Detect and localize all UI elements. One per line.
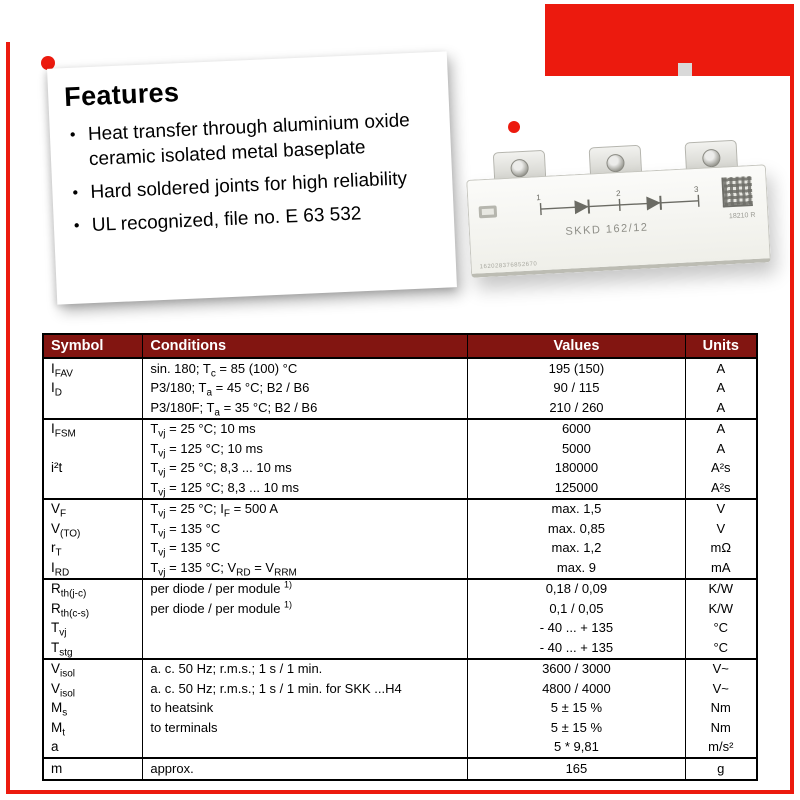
cell-value: 90 / 115 — [468, 379, 685, 399]
cell-conditions: $T_{vj} = 135$ °C; $V_{RD} = V_{RRM}$ — [143, 558, 468, 579]
cell-unit: V~ — [712, 680, 729, 696]
cell-unit: g — [685, 758, 757, 780]
table-row — [43, 398, 757, 419]
cell-unit: K/W — [708, 600, 734, 616]
cell-value: 6000 — [468, 419, 685, 440]
table-row — [43, 499, 757, 520]
cell-symbol — [43, 439, 143, 459]
cell-value: 0,18 / 0,09 — [468, 579, 685, 600]
cell-symbol: $I_D$ — [43, 379, 143, 399]
cell-conditions: $T_{vj} = 125$ °C; 8,3 ... 10 ms — [143, 478, 468, 499]
diode-schematic-icon — [534, 183, 705, 222]
cell-conditions: a. c. 50 Hz; r.m.s.; 1 s / 1 min. — [143, 659, 468, 680]
cell-value: max. 0,85 — [468, 519, 685, 539]
cell-conditions: to terminals — [143, 718, 468, 738]
table-header-row — [43, 334, 757, 358]
cell-conditions: per diode / per module $^{1)}$ — [143, 579, 468, 600]
page-border-right — [790, 4, 794, 794]
module-part-number: SKKD 162/12 — [565, 221, 649, 238]
cell-unit: V — [685, 499, 757, 520]
table-row — [43, 379, 757, 399]
table-row — [43, 619, 757, 639]
cell-conditions — [143, 638, 468, 659]
cell-unit: A²s — [711, 460, 731, 475]
module-body — [466, 164, 771, 278]
pin-label: 1 — [535, 193, 541, 203]
module-serial-number: 162028376852670 — [479, 261, 538, 271]
cell-conditions: $T_{vj} = 25$ °C; 10 ms — [143, 419, 468, 440]
cell-value: 125000 — [468, 478, 685, 499]
cell-unit: mA — [711, 559, 731, 575]
cell-conditions: $T_{vj} = 135$ °C — [143, 519, 468, 539]
cell-symbol — [43, 478, 143, 499]
cell-conditions: $T_{vj} = 125$ °C; 10 ms — [143, 439, 468, 459]
cell-symbol: $T_{vj}$ — [43, 619, 143, 639]
cell-unit: °C — [713, 639, 729, 655]
screw-icon — [702, 149, 721, 168]
cell-symbol: $I_{RD}$ — [43, 558, 143, 579]
cell-conditions: sin. 180; $T_c = 85$ (100) °C — [143, 358, 468, 379]
cell-unit: Nm — [710, 700, 731, 715]
page-border-left — [6, 42, 10, 794]
table-row — [43, 659, 757, 680]
feature-item: • Heat transfer through aluminium oxide ceramic isolated metal baseplate — [61, 107, 433, 173]
cell-unit: Nm — [710, 719, 731, 735]
header-symbol: Symbol — [43, 334, 143, 358]
table-row — [43, 579, 757, 600]
cell-unit: A — [716, 440, 726, 456]
cell-symbol: m — [43, 758, 143, 780]
cell-conditions: $T_{vj} = 25$ °C; 8,3 ... 10 ms — [143, 459, 468, 479]
table-row — [43, 539, 757, 559]
cell-unit: °C — [713, 620, 729, 635]
cell-unit: V~ — [685, 659, 757, 680]
red-dot-icon — [508, 121, 520, 133]
table-row — [43, 519, 757, 539]
table-row — [43, 638, 757, 659]
cell-value: 210 / 260 — [468, 398, 685, 419]
table-row — [43, 358, 757, 379]
semikron-logo-mark — [479, 205, 498, 218]
cell-conditions: a. c. 50 Hz; r.m.s.; 1 s / 1 min. for SKK ...H4 — [143, 679, 468, 699]
cell-symbol: $r_T$ — [43, 539, 143, 559]
table-row — [43, 419, 757, 440]
cell-value: 180000 — [468, 459, 685, 479]
cell-symbol: $M_s$ — [43, 699, 143, 719]
cell-symbol: $V_{(TO)}$ — [43, 519, 143, 539]
features-card — [47, 51, 457, 304]
table-row — [43, 718, 757, 738]
cell-symbol: $R_{th(j-c)}$ — [43, 579, 143, 600]
table-row — [43, 679, 757, 699]
cell-symbol: $V_{isol}$ — [43, 659, 143, 680]
feature-item: • Hard soldered joints for high reliability — [64, 165, 435, 206]
cell-value: 5 ± 15 % — [468, 699, 685, 719]
cell-value: max. 1,5 — [468, 499, 685, 520]
pin-label: 3 — [693, 184, 699, 195]
cell-conditions — [143, 738, 468, 759]
table-row — [43, 699, 757, 719]
cell-unit: K/W — [685, 579, 757, 600]
cell-unit: A — [716, 380, 726, 395]
cell-value: max. 1,2 — [468, 539, 685, 559]
header-values: Values — [468, 334, 685, 358]
cell-symbol: a — [43, 738, 143, 759]
screw-icon — [606, 154, 625, 173]
cell-value: - 40 ... + 135 — [468, 638, 685, 659]
cell-symbol: $V_F$ — [43, 499, 143, 520]
table-row — [43, 439, 757, 459]
cell-conditions: per diode / per module $^{1)}$ — [143, 599, 468, 619]
cell-conditions — [143, 619, 468, 639]
cell-conditions: $T_{vj} = 135$ °C — [143, 539, 468, 559]
cell-unit: A²s — [711, 479, 731, 495]
cell-conditions: P3/180; $T_a = 45$ °C; B2 / B6 — [143, 379, 468, 399]
cell-conditions: P3/180F; $T_a = 35$ °C; B2 / B6 — [143, 398, 468, 419]
cell-unit: A — [685, 358, 757, 379]
cell-value: 5 * 9,81 — [468, 738, 685, 759]
features-title: Features — [63, 77, 180, 113]
cell-unit: V — [716, 520, 726, 536]
table-row — [43, 459, 757, 479]
table-row — [43, 738, 757, 759]
feature-item: • UL recognized, file no. E 63 532 — [65, 198, 436, 239]
features-list — [61, 107, 436, 239]
cell-value: 3600 / 3000 — [468, 659, 685, 680]
param-table — [42, 333, 758, 781]
cell-value: 4800 / 4000 — [468, 679, 685, 699]
header-conditions: Conditions — [143, 334, 468, 358]
cell-value: max. 9 — [468, 558, 685, 579]
cell-value: 5 ± 15 % — [468, 718, 685, 738]
product-photo — [465, 138, 773, 284]
cell-value: 165 — [468, 758, 685, 780]
cell-unit: m/s² — [708, 739, 734, 754]
table-row — [43, 478, 757, 499]
logo-notch — [678, 63, 692, 76]
cell-conditions: to heatsink — [143, 699, 468, 719]
datamatrix-code-icon — [721, 176, 753, 208]
page-border-bottom — [6, 790, 794, 794]
table-row — [43, 758, 757, 780]
table-row — [43, 599, 757, 619]
header-units: Units — [685, 334, 757, 358]
module-date-code: 18210 R — [728, 211, 756, 221]
cell-symbol: $I_{FAV}$ — [43, 358, 143, 379]
cell-symbol: $V_{isol}$ — [43, 679, 143, 699]
cell-symbol — [43, 398, 143, 419]
cell-symbol: $M_t$ — [43, 718, 143, 738]
cell-value: 195 (150) — [468, 358, 685, 379]
cell-value: - 40 ... + 135 — [468, 619, 685, 639]
cell-symbol: $I_{FSM}$ — [43, 419, 143, 440]
screw-icon — [510, 159, 529, 178]
table-row — [43, 558, 757, 579]
cell-symbol: $R_{th(c-s)}$ — [43, 599, 143, 619]
ratings-table-section — [42, 333, 758, 781]
cell-conditions: approx. — [143, 758, 468, 780]
param-table-body — [43, 358, 757, 780]
pin-label: 2 — [615, 188, 621, 199]
brand-logo-block — [545, 4, 794, 76]
cell-value: 0,1 / 0,05 — [468, 599, 685, 619]
cell-unit: A — [685, 419, 757, 440]
cell-symbol: $T_{stg}$ — [43, 638, 143, 659]
cell-symbol: i²t — [43, 459, 143, 479]
cell-unit: A — [716, 399, 726, 415]
cell-unit: mΩ — [710, 540, 732, 555]
cell-value: 5000 — [468, 439, 685, 459]
cell-conditions: $T_{vj} = 25$ °C; $I_F = 500$ A — [143, 499, 468, 520]
